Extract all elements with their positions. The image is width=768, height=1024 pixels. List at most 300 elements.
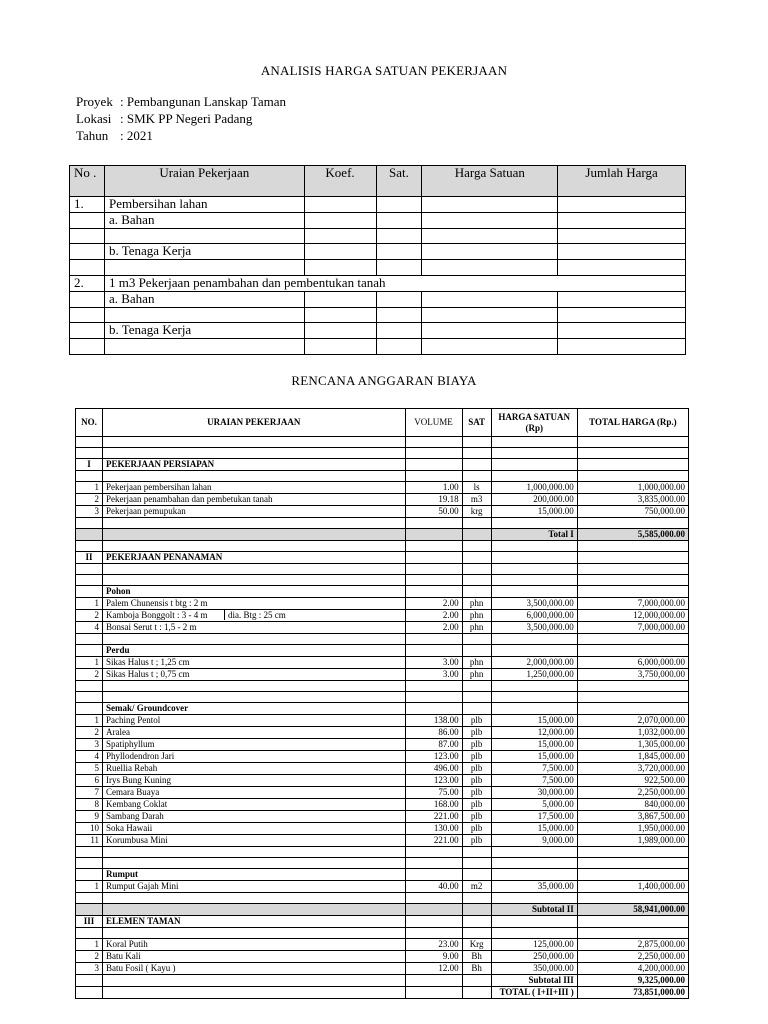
item-volume: 12.00	[405, 963, 462, 975]
table-cell	[577, 703, 688, 715]
item-harga: 5,000.00	[491, 799, 577, 811]
table-cell	[462, 645, 491, 657]
table-cell	[405, 847, 462, 858]
table-cell	[462, 928, 491, 939]
table-cell	[405, 987, 462, 999]
group-row	[76, 586, 689, 598]
ahs-header-row	[70, 166, 686, 197]
item-no: 8	[76, 799, 103, 811]
item-no: 3	[76, 739, 103, 751]
item-volume: 221.00	[405, 835, 462, 847]
item-row	[76, 799, 689, 811]
item-sat: plb	[462, 763, 491, 775]
group-label: Semak/ Groundcover	[103, 703, 405, 715]
table-cell	[577, 448, 688, 459]
ahs-item-desc: 1 m3 Pekerjaan penambahan dan pembentukan tanah	[104, 276, 685, 292]
item-sat: plb	[462, 751, 491, 763]
table-cell	[577, 552, 688, 564]
item-row	[76, 963, 689, 975]
item-harga: 12,000.00	[491, 727, 577, 739]
item-row	[76, 835, 689, 847]
table-cell	[462, 987, 491, 999]
table-cell	[462, 459, 491, 471]
item-volume: 75.00	[405, 787, 462, 799]
blank-row	[76, 437, 689, 448]
subtotal-row	[76, 975, 689, 987]
project-value: : Pembangunan Lanskap Taman	[120, 94, 287, 109]
item-sat: plb	[462, 727, 491, 739]
subtotal-label: Subtotal II	[491, 904, 577, 916]
item-name: Ruellia Rebah	[103, 763, 405, 775]
item-name: Spatiphyllum	[103, 739, 405, 751]
table-cell	[491, 847, 577, 858]
table-cell	[405, 893, 462, 904]
item-name: Bonsai Serut t : 1,5 - 2 m	[103, 622, 405, 634]
item-total: 750,000.00	[577, 506, 688, 518]
table-cell	[76, 847, 103, 858]
table-cell	[76, 928, 103, 939]
blank-row	[76, 681, 689, 692]
table-cell	[76, 987, 103, 999]
table-cell	[577, 634, 688, 645]
item-no: 1	[76, 482, 103, 494]
ahs-item-no: 2.	[70, 276, 105, 292]
table-cell	[405, 518, 462, 529]
item-total: 6,000,000.00	[577, 657, 688, 669]
table-cell	[491, 437, 577, 448]
table-cell	[405, 575, 462, 586]
table-cell	[103, 471, 405, 482]
item-row	[76, 775, 689, 787]
item-row	[76, 823, 689, 835]
item-row	[76, 494, 689, 506]
item-name: Rumput Gajah Mini	[103, 881, 405, 893]
item-no: 5	[76, 763, 103, 775]
item-row	[76, 622, 689, 634]
item-name: Koral Putih	[103, 939, 405, 951]
item-volume: 2.00	[405, 610, 462, 622]
ahs-row	[70, 197, 686, 213]
year-label: Tahun	[76, 128, 109, 143]
ahs-row	[70, 308, 686, 323]
item-volume: 87.00	[405, 739, 462, 751]
table-cell	[462, 916, 491, 928]
item-harga: 7,500.00	[491, 775, 577, 787]
location-value: : SMK PP Negeri Padang	[120, 111, 253, 126]
table-cell	[405, 928, 462, 939]
ahs-header-jumlah: Jumlah Harga	[558, 166, 686, 197]
blank-row	[76, 564, 689, 575]
item-total: 1,032,000.00	[577, 727, 688, 739]
table-cell	[491, 575, 577, 586]
table-cell	[577, 928, 688, 939]
table-cell	[491, 634, 577, 645]
item-harga: 15,000.00	[491, 751, 577, 763]
item-total: 7,000,000.00	[577, 598, 688, 610]
item-total: 4,200,000.00	[577, 963, 688, 975]
item-no: 2	[76, 610, 103, 622]
item-no: 9	[76, 811, 103, 823]
item-no: 7	[76, 787, 103, 799]
item-sat: krg	[462, 506, 491, 518]
item-row	[76, 811, 689, 823]
section-row	[76, 552, 689, 564]
item-row	[76, 951, 689, 963]
ahs-header-harga: Harga Satuan	[422, 166, 558, 197]
item-total: 1,989,000.00	[577, 835, 688, 847]
item-name: Aralea	[103, 727, 405, 739]
subtotal-label: Total I	[491, 529, 577, 541]
rab-header-uraian: URAIAN PEKERJAAN	[103, 409, 405, 437]
table-cell	[491, 645, 577, 657]
table-cell	[462, 692, 491, 703]
item-harga: 6,000,000.00	[491, 610, 577, 622]
table-cell	[76, 471, 103, 482]
item-no: 11	[76, 835, 103, 847]
table-cell	[491, 893, 577, 904]
table-cell	[491, 459, 577, 471]
item-total: 1,305,000.00	[577, 739, 688, 751]
rab-header-no: NO.	[76, 409, 103, 437]
table-cell	[491, 703, 577, 715]
table-cell	[405, 703, 462, 715]
item-total: 2,875,000.00	[577, 939, 688, 951]
item-volume: 123.00	[405, 751, 462, 763]
item-volume: 138.00	[405, 715, 462, 727]
item-row	[76, 506, 689, 518]
item-harga: 35,000.00	[491, 881, 577, 893]
table-cell	[491, 692, 577, 703]
table-cell	[103, 518, 405, 529]
table-cell	[76, 904, 103, 916]
table-cell	[491, 541, 577, 552]
item-row	[76, 739, 689, 751]
project-line	[76, 94, 286, 110]
group-label: Perdu	[103, 645, 405, 657]
item-no: 1	[76, 939, 103, 951]
item-volume: 2.00	[405, 598, 462, 610]
table-cell	[76, 692, 103, 703]
table-cell	[405, 681, 462, 692]
item-name: Pekerjaan pemupukan	[103, 506, 405, 518]
year-line	[76, 128, 153, 144]
item-total: 3,867,500.00	[577, 811, 688, 823]
item-total: 2,070,000.00	[577, 715, 688, 727]
item-total: 3,835,000.00	[577, 494, 688, 506]
table-cell	[462, 904, 491, 916]
table-cell	[577, 893, 688, 904]
table-cell	[577, 916, 688, 928]
item-row	[76, 881, 689, 893]
table-cell	[103, 928, 405, 939]
table-cell	[405, 448, 462, 459]
item-sat: plb	[462, 787, 491, 799]
table-cell	[577, 847, 688, 858]
table-cell	[462, 552, 491, 564]
table-cell	[405, 858, 462, 869]
item-row	[76, 763, 689, 775]
item-harga: 200,000.00	[491, 494, 577, 506]
table-cell	[577, 586, 688, 598]
table-cell	[462, 518, 491, 529]
table-cell	[76, 518, 103, 529]
table-cell	[405, 541, 462, 552]
table-cell	[577, 564, 688, 575]
section-row	[76, 916, 689, 928]
table-cell	[405, 634, 462, 645]
rab-table	[75, 408, 689, 999]
table-cell	[76, 586, 103, 598]
item-name: Kembang Coklat	[103, 799, 405, 811]
item-row	[76, 727, 689, 739]
item-row	[76, 751, 689, 763]
table-cell	[491, 471, 577, 482]
table-cell	[577, 858, 688, 869]
item-harga: 15,000.00	[491, 739, 577, 751]
item-total: 3,720,000.00	[577, 763, 688, 775]
item-sat: m2	[462, 881, 491, 893]
table-cell	[491, 552, 577, 564]
table-cell	[103, 893, 405, 904]
table-cell	[405, 529, 462, 541]
item-total: 1,400,000.00	[577, 881, 688, 893]
item-total: 922,500.00	[577, 775, 688, 787]
section-title: ELEMEN TAMAN	[103, 916, 405, 928]
table-cell	[103, 448, 405, 459]
table-cell	[103, 529, 405, 541]
ahs-header-koef: Koef.	[304, 166, 376, 197]
table-cell	[405, 692, 462, 703]
item-no: 4	[76, 622, 103, 634]
table-cell	[76, 645, 103, 657]
item-volume: 86.00	[405, 727, 462, 739]
item-total: 1,845,000.00	[577, 751, 688, 763]
year-value: : 2021	[120, 128, 153, 143]
table-cell	[462, 575, 491, 586]
project-label: Proyek	[76, 94, 113, 109]
blank-row	[76, 634, 689, 645]
table-cell	[405, 975, 462, 987]
ahs-sub-bahan: a. Bahan	[104, 292, 304, 308]
table-cell	[76, 703, 103, 715]
table-cell	[76, 681, 103, 692]
item-row	[76, 787, 689, 799]
table-cell	[405, 869, 462, 881]
item-harga: 125,000.00	[491, 939, 577, 951]
item-volume: 19.18	[405, 494, 462, 506]
item-volume: 3.00	[405, 657, 462, 669]
table-cell	[103, 847, 405, 858]
item-harga: 9,000.00	[491, 835, 577, 847]
item-sat: phn	[462, 657, 491, 669]
item-no: 3	[76, 963, 103, 975]
subtotal-row	[76, 904, 689, 916]
ahs-row	[70, 229, 686, 244]
document-title: ANALISIS HARGA SATUAN PEKERJAAN	[260, 63, 508, 78]
group-row	[76, 703, 689, 715]
item-volume: 9.00	[405, 951, 462, 963]
table-cell	[577, 437, 688, 448]
item-name: Paching Pentol	[103, 715, 405, 727]
table-cell	[405, 437, 462, 448]
item-harga: 17,500.00	[491, 811, 577, 823]
item-name	[103, 610, 405, 622]
item-name: Kamboja Bonggolt : 3 - 4 m	[106, 610, 208, 620]
item-total: 1,950,000.00	[577, 823, 688, 835]
item-volume: 2.00	[405, 622, 462, 634]
item-sat: plb	[462, 739, 491, 751]
item-name: Irys Bung Kuning	[103, 775, 405, 787]
item-name: Sikas Halus t ; 1,25 cm	[103, 657, 405, 669]
table-cell	[462, 681, 491, 692]
grand-total-row	[76, 987, 689, 999]
item-sat: phn	[462, 610, 491, 622]
table-cell	[462, 858, 491, 869]
item-no: 1	[76, 881, 103, 893]
ahs-row	[70, 244, 686, 260]
ahs-row	[70, 213, 686, 229]
table-cell	[405, 916, 462, 928]
table-cell	[103, 541, 405, 552]
subtotal-row	[76, 529, 689, 541]
table-cell	[462, 437, 491, 448]
blank-row	[76, 928, 689, 939]
item-no: 2	[76, 951, 103, 963]
item-volume: 50.00	[405, 506, 462, 518]
item-harga: 15,000.00	[491, 823, 577, 835]
grand-total-label: TOTAL ( I+II+III )	[491, 987, 577, 999]
table-cell	[103, 904, 405, 916]
table-cell	[76, 575, 103, 586]
blank-row	[76, 858, 689, 869]
table-cell	[462, 564, 491, 575]
item-volume: 23.00	[405, 939, 462, 951]
group-row	[76, 869, 689, 881]
item-name: Cemara Buaya	[103, 787, 405, 799]
item-row	[76, 598, 689, 610]
item-sat: phn	[462, 669, 491, 681]
rab-header-row	[76, 409, 689, 437]
ahs-table	[69, 165, 686, 355]
ahs-row	[70, 292, 686, 308]
section-no: I	[76, 459, 103, 471]
ahs-header-uraian: Uraian Pekerjaan	[104, 166, 304, 197]
table-cell	[103, 681, 405, 692]
item-harga: 1,000,000.00	[491, 482, 577, 494]
table-cell	[577, 471, 688, 482]
item-harga: 350,000.00	[491, 963, 577, 975]
blank-row	[76, 448, 689, 459]
table-cell	[462, 541, 491, 552]
table-cell	[491, 928, 577, 939]
item-sat: m3	[462, 494, 491, 506]
ahs-sub-tenaga: b. Tenaga Kerja	[104, 323, 304, 339]
item-total: 2,250,000.00	[577, 951, 688, 963]
item-sat: phn	[462, 598, 491, 610]
ahs-row	[70, 323, 686, 339]
item-total: 1,000,000.00	[577, 482, 688, 494]
table-cell	[76, 448, 103, 459]
table-cell	[462, 975, 491, 987]
table-cell	[76, 893, 103, 904]
table-cell	[76, 437, 103, 448]
table-cell	[405, 586, 462, 598]
section-no: II	[76, 552, 103, 564]
table-cell	[462, 634, 491, 645]
table-cell	[405, 904, 462, 916]
group-label: Pohon	[103, 586, 405, 598]
item-harga: 30,000.00	[491, 787, 577, 799]
item-no: 2	[76, 727, 103, 739]
table-cell	[76, 529, 103, 541]
item-name: Korumbusa Mini	[103, 835, 405, 847]
ahs-row	[70, 260, 686, 276]
table-cell	[405, 471, 462, 482]
rab-header-total: TOTAL HARGA (Rp.)	[577, 409, 688, 437]
grand-total-value: 73,851,000.00	[577, 987, 688, 999]
item-row	[76, 482, 689, 494]
table-cell	[76, 564, 103, 575]
table-cell	[462, 703, 491, 715]
location-label: Lokasi	[76, 111, 112, 126]
item-sat: Bh	[462, 963, 491, 975]
item-sat: ls	[462, 482, 491, 494]
ahs-header-no: No .	[70, 166, 105, 197]
table-cell	[405, 645, 462, 657]
table-cell	[103, 564, 405, 575]
table-cell	[577, 518, 688, 529]
table-cell	[491, 448, 577, 459]
item-total: 3,750,000.00	[577, 669, 688, 681]
rab-header-volume: VOLUME	[405, 409, 462, 437]
ahs-item-no: 1.	[70, 197, 105, 213]
item-row	[76, 657, 689, 669]
table-cell	[405, 564, 462, 575]
item-sat: plb	[462, 715, 491, 727]
table-cell	[491, 916, 577, 928]
table-cell	[462, 448, 491, 459]
item-row	[76, 715, 689, 727]
blank-row	[76, 471, 689, 482]
table-cell	[103, 437, 405, 448]
item-note: dia. Btg : 25 cm	[224, 610, 286, 620]
ahs-sub-bahan: a. Bahan	[104, 213, 304, 229]
table-cell	[491, 869, 577, 881]
item-volume: 130.00	[405, 823, 462, 835]
table-cell	[462, 586, 491, 598]
item-volume: 123.00	[405, 775, 462, 787]
table-cell	[491, 681, 577, 692]
item-volume: 1.00	[405, 482, 462, 494]
item-sat: plb	[462, 835, 491, 847]
item-name: Pekerjaan pembersihan lahan	[103, 482, 405, 494]
item-no: 1	[76, 598, 103, 610]
table-cell	[103, 858, 405, 869]
table-cell	[462, 893, 491, 904]
table-cell	[103, 975, 405, 987]
table-cell	[103, 634, 405, 645]
item-row	[76, 610, 689, 622]
table-cell	[491, 858, 577, 869]
item-total: 7,000,000.00	[577, 622, 688, 634]
item-harga: 2,000,000.00	[491, 657, 577, 669]
item-harga: 250,000.00	[491, 951, 577, 963]
item-sat: plb	[462, 775, 491, 787]
blank-row	[76, 541, 689, 552]
table-cell	[577, 459, 688, 471]
ahs-header-sat: Sat.	[376, 166, 422, 197]
item-name: Palem Chunensis t btg : 2 m	[103, 598, 405, 610]
